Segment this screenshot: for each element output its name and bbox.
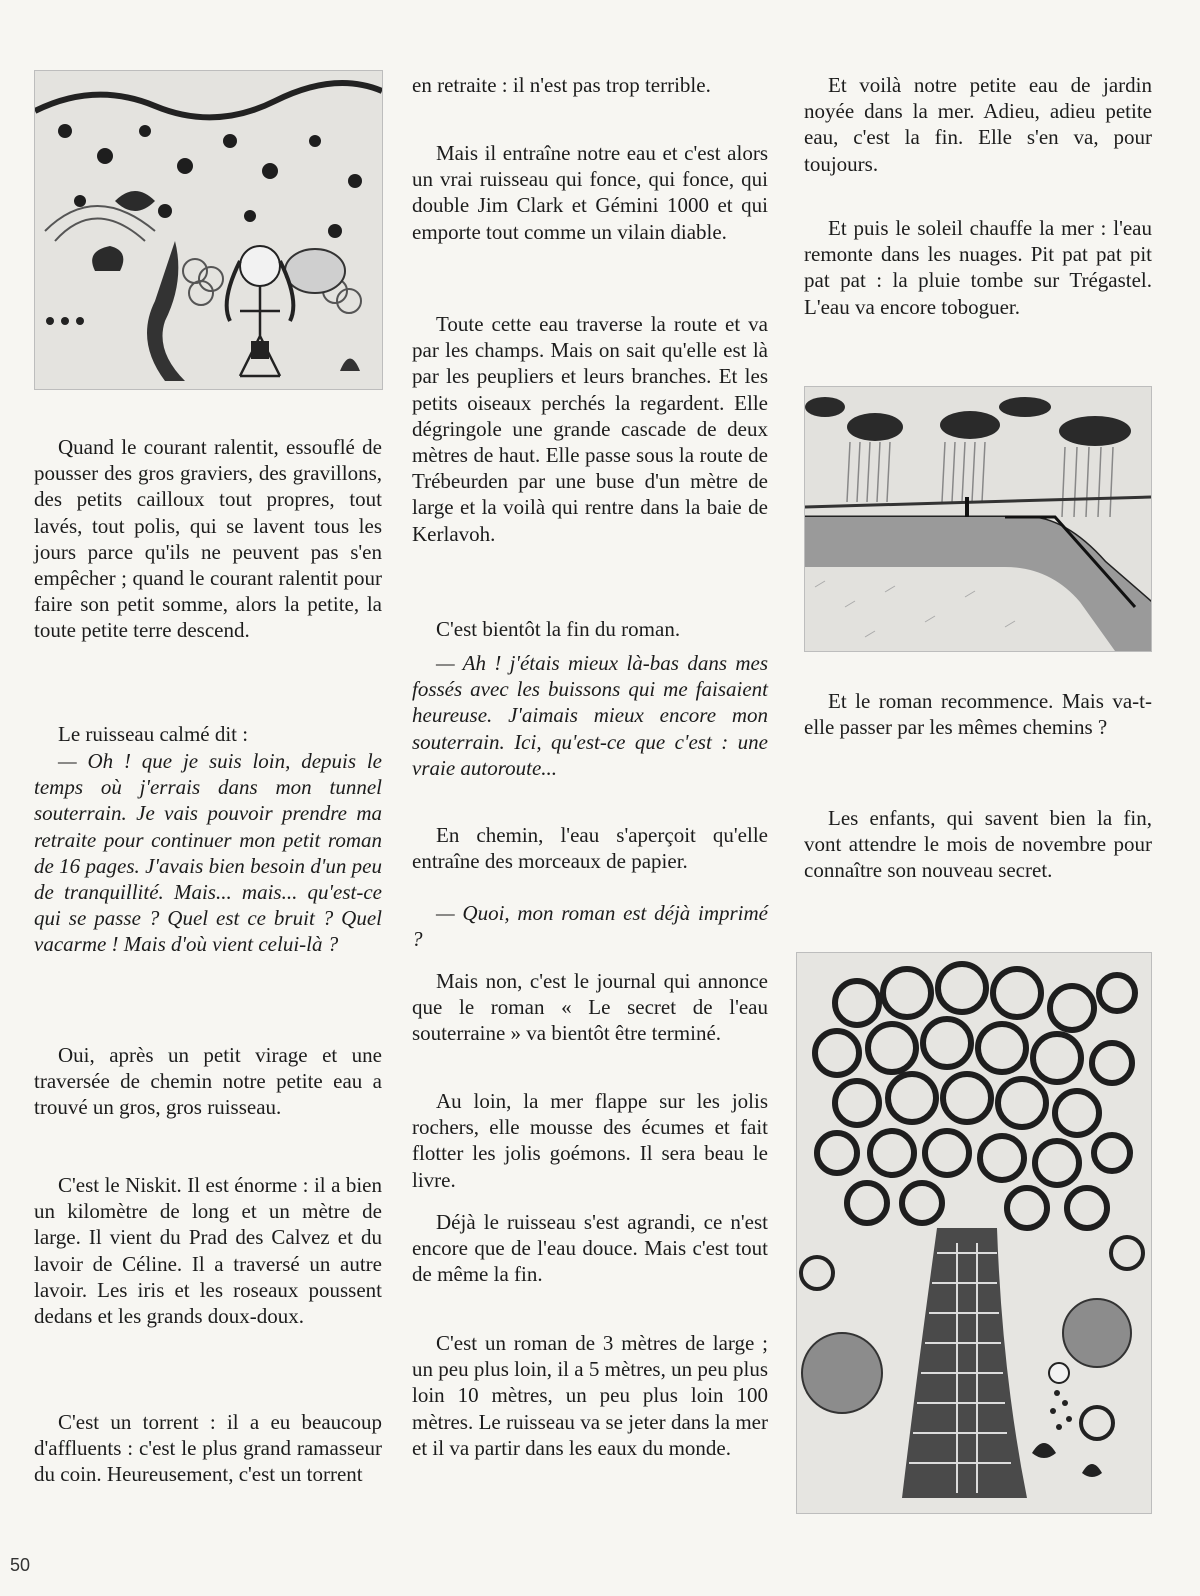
paragraph: Les enfants, qui savent bien la fin, vont attendre le mois de novembre pour connaître son nouveau secret. bbox=[804, 806, 1152, 883]
illustration-tree bbox=[796, 952, 1152, 1514]
paragraph: Quand le courant ralentit, essouflé de pousser des gros graviers, des gravillons, des petits cailloux tout propres, tout lavés, tout polis, qui se lavent tous les jours parce qu'ils ne peuvent pas s'en empêcher ; quand le courant ralentit pour faire son petit somme, alors la petite, la toute petite terre descend. bbox=[34, 435, 382, 643]
paragraph-dialogue: — Oh ! que je suis loin, depuis le temps où j'errais dans mon tunnel souterrain. Je vais pouvoir prendre ma retraite pour continuer mon petit roman de 16 pages. J'avais bien besoin d'un peu de tranquillité. Mais... mais... qu'est-ce qui se passe ? Quel est ce bruit ? Quel vacarme ! Mais d'où vient celui-là ? bbox=[34, 749, 382, 957]
paragraph: Et puis le soleil chauffe la mer : l'eau remonte dans les nuages. Pit pat pat pit pat pat : la pluie tombe sur Trégastel. L'eau va encore toboguer. bbox=[804, 216, 1152, 319]
paragraph: Le ruisseau calmé dit : bbox=[58, 722, 249, 746]
paragraph: Mais non, c'est le journal qui annonce que le roman « Le secret de l'eau souterraine » va bientôt être terminé. bbox=[412, 969, 768, 1046]
paragraph: En chemin, l'eau s'aperçoit qu'elle entraîne des morceaux de papier. bbox=[412, 823, 768, 874]
paragraph: C'est un roman de 3 mètres de large ; un peu plus loin, il a 5 mètres, un peu plus loin 10 mètres, un peu plus loin 100 mètres. Le ruisseau va se jeter dans la mer et il va partir dans les eaux du monde. bbox=[412, 1331, 768, 1460]
paragraph: C'est bientôt la fin du roman. bbox=[436, 617, 681, 641]
paragraph: Et le roman recommence. Mais va-t-elle passer par les mêmes chemins ? bbox=[804, 689, 1152, 740]
paragraph-dialogue: — Quoi, mon roman est déjà imprimé ? bbox=[412, 901, 768, 952]
illustration-girl-in-garden bbox=[34, 70, 383, 390]
paragraph: Toute cette eau traverse la route et va par les champs. Mais on sait qu'elle est là par les peupliers et leurs branches. Et les petits oiseaux perchés la regardent. Elle dégringole une grande cascade de deux mètres de haut. Elle passe sous la route de Trébeurden par une buse d'un mètre de large et la voilà qui rentre dans la baie de Kerlavoh. bbox=[412, 312, 768, 546]
paragraph: C'est le Niskit. Il est énorme : il a bien un kilomètre de long et un mètre de large. Il vient du Prad des Calvez et du lavoir de Céline. Il a traversé un autre lavoir. Les iris et les roseaux poussent dedans et les grands doux-doux. bbox=[34, 1173, 382, 1329]
tree-drawing bbox=[797, 953, 1151, 1513]
paragraph: en retraite : il n'est pas trop terrible. bbox=[412, 73, 711, 97]
girl-garden-drawing bbox=[35, 71, 382, 389]
paragraph: Déjà le ruisseau s'est agrandi, ce n'est encore que de l'eau douce. Mais c'est tout de même la fin. bbox=[412, 1210, 768, 1287]
waterfall-drawing bbox=[805, 387, 1151, 651]
paragraph: C'est un torrent : il a eu beaucoup d'affluents : c'est le plus grand ramasseur du coin. Heureusement, c'est un torrent bbox=[34, 1410, 382, 1487]
paragraph: Mais il entraîne notre eau et c'est alors un vrai ruisseau qui fonce, qui fonce, qui double Jim Clark et Gémini 1000 et qui emporte tout comme un vilain diable. bbox=[412, 141, 768, 244]
paragraph-dialogue: — Ah ! j'étais mieux là-bas dans mes fossés avec les buissons qui me faisaient heureuse. J'aimais mieux encore mon souterrain. Ici, qu'est-ce que c'est : une vraie autoroute... bbox=[412, 651, 768, 780]
paragraph: Oui, après un petit virage et une traversée de chemin notre petite eau a trouvé un gros, gros ruisseau. bbox=[34, 1043, 382, 1120]
illustration-waterfall-and-sea bbox=[804, 386, 1152, 652]
paragraph: Et voilà notre petite eau de jardin noyée dans la mer. Adieu, adieu petite eau, c'est la fin. Elle s'en va, pour toujours. bbox=[804, 73, 1152, 176]
page-number: 50 bbox=[10, 1555, 31, 1575]
paragraph: Au loin, la mer flappe sur les jolis rochers, elle mousse des écumes et fait flotter les jolis goémons. Il sera beau le livre. bbox=[412, 1089, 768, 1192]
